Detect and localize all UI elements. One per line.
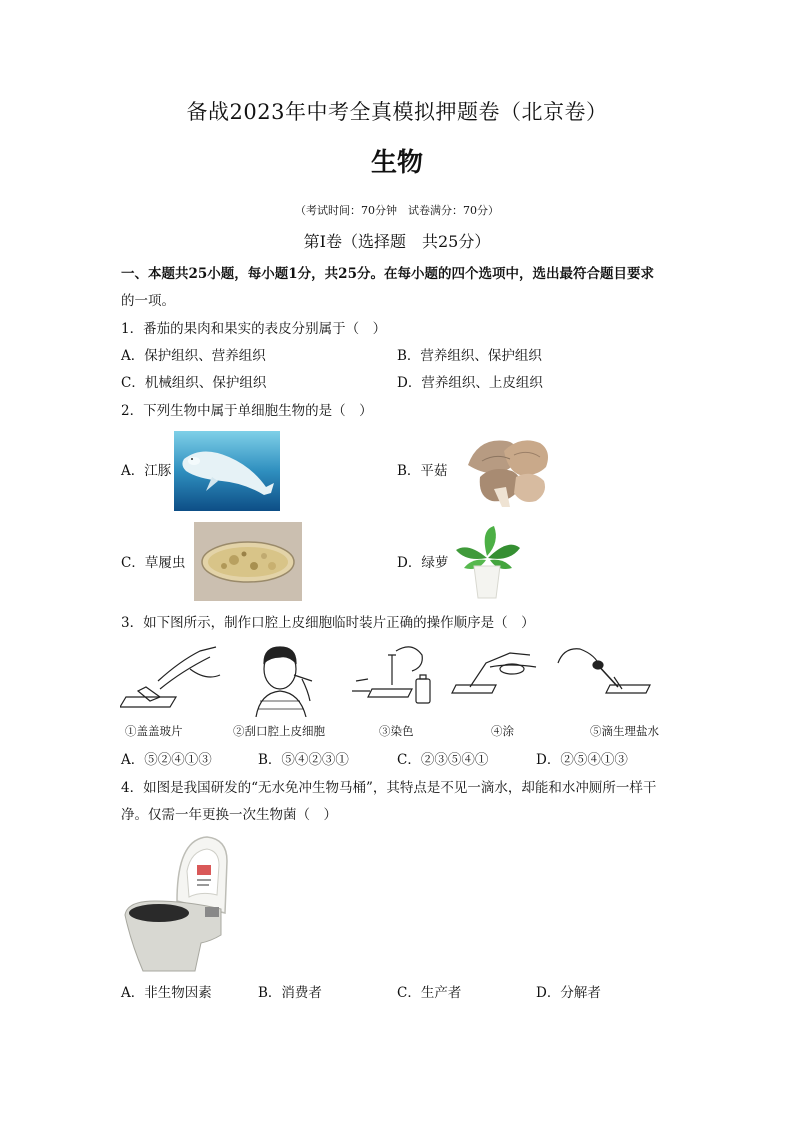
q2-option-c: C．草履虫 — [121, 555, 186, 571]
q4-option-b: B．消费者 — [258, 985, 322, 1001]
step1-drawing — [120, 647, 220, 707]
q1-option-a: A．保护组织、营养组织 — [121, 348, 266, 364]
q4-option-c: C．生产者 — [397, 985, 462, 1001]
step5-drawing — [558, 649, 650, 693]
instructions-line2: 的一项。 — [121, 293, 175, 309]
step2-drawing — [256, 647, 312, 717]
q4-option-d: D．分解者 — [536, 985, 601, 1001]
exam-info: （考试时间：70分钟 试卷满分：70分） — [295, 204, 499, 217]
q3-caption-2: ②刮口腔上皮细胞 — [233, 724, 325, 738]
page-title: 备战2023年中考全真模拟押题卷（北京卷） — [186, 100, 608, 124]
paramecium-image — [194, 522, 302, 601]
q3-caption-4: ④涂 — [491, 724, 514, 738]
q3-option-b: B．⑤④②③① — [258, 752, 349, 768]
q1-option-d: D．营养组织、上皮组织 — [397, 375, 543, 391]
q1-option-b: B．营养组织、保护组织 — [397, 348, 542, 364]
q4-stem-line1: 4．如图是我国研发的“无水免冲生物马桶”，其特点是不见一滴水，却能和水冲厕所一样干 — [121, 780, 657, 796]
toilet-image — [121, 831, 231, 976]
q3-caption-3: ③染色 — [379, 724, 414, 738]
q3-option-a: A．⑤②④①③ — [121, 752, 212, 768]
step4-drawing — [452, 653, 536, 693]
part-title: 第Ⅰ卷（选择题 共25分） — [303, 232, 491, 251]
subject-title: 生物 — [370, 148, 423, 178]
instructions-line1: 一、本题共25小题，每小题1分，共25分。在每小题的四个选项中，选出最符合题目要求 — [121, 266, 654, 282]
step3-drawing — [352, 647, 430, 703]
q3-option-d: D．②⑤④①③ — [536, 752, 628, 768]
porpoise-image — [174, 431, 280, 511]
q3-caption-1: ①盖盖玻片 — [125, 724, 183, 738]
q2-stem: 2．下列生物中属于单细胞生物的是（ ） — [121, 403, 373, 419]
pothos-image — [450, 522, 524, 600]
q2-option-b: B．平菇 — [397, 463, 448, 479]
mushroom-image — [458, 431, 556, 511]
q4-option-a: A．非生物因素 — [121, 985, 212, 1001]
q3-option-c: C．②③⑤④① — [397, 752, 489, 768]
q1-stem: 1．番茄的果肉和果实的表皮分别属于（ ） — [121, 321, 387, 337]
procedure-figure — [120, 641, 680, 717]
q3-stem: 3．如下图所示，制作口腔上皮细胞临时装片正确的操作顺序是（ ） — [121, 615, 535, 631]
q2-option-d: D．绿萝 — [397, 555, 449, 571]
q4-stem-line2: 净。仅需一年更换一次生物菌（ ） — [121, 807, 337, 823]
q1-option-c: C．机械组织、保护组织 — [121, 375, 267, 391]
q2-option-a: A．江豚 — [121, 463, 172, 479]
q3-caption-5: ⑤滴生理盐水 — [590, 724, 659, 738]
